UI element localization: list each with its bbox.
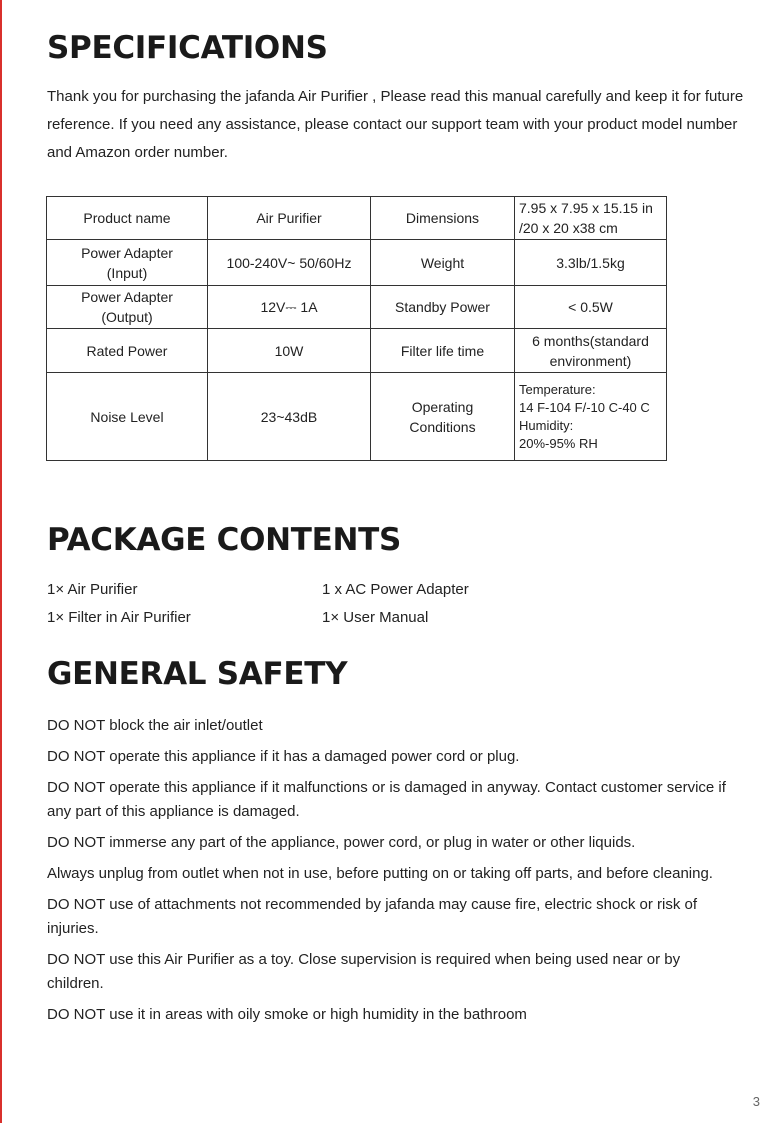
- package-list-left: [47, 576, 191, 632]
- page-number: 3: [752, 1094, 760, 1109]
- dimensions-metric: /20 x 20 x38 cm: [519, 220, 618, 236]
- spec-label: [371, 373, 515, 461]
- table-row: [47, 197, 667, 240]
- specifications-table: [46, 196, 667, 461]
- table-row: [47, 373, 667, 461]
- list-item: DO NOT immerse any part of the appliance, power cord, or plug in water or other liquids.: [47, 834, 636, 851]
- spec-value-line: 14 F-104 F/-10 C-40 C: [519, 399, 650, 415]
- dimensions-imperial: 7.95 x 7.95 x 15.15 in: [519, 200, 653, 216]
- general-safety-heading: GENERAL SAFETY: [47, 656, 348, 692]
- list-item: Always unplug from outlet when not in use, before putting on or taking off parts, and before cleaning.: [47, 865, 713, 882]
- list-item: DO NOT operate this appliance if it malfunctions or is damaged in anyway. Contact customer service if any part of this appliance is damaged.: [47, 779, 726, 820]
- specifications-heading: SPECIFICATIONS: [47, 30, 328, 66]
- list-item: 1 x AC Power Adapter: [322, 581, 469, 598]
- safety-list: [47, 714, 727, 1034]
- package-contents-heading: PACKAGE CONTENTS: [47, 522, 402, 558]
- list-item: DO NOT use of attachments not recommended by jafanda may cause fire, electric shock or risk of injuries.: [47, 896, 698, 937]
- spec-value: [515, 197, 667, 240]
- spec-value: [515, 329, 667, 373]
- spec-label: Weight: [371, 240, 515, 286]
- table-row: [47, 329, 667, 373]
- intro-paragraph: Thank you for purchasing the jafanda Air Purifier , Please read this manual carefully and keep it for future reference. If you need any assistance, please contact our support team with your product model number and Amazon order number.: [47, 88, 744, 161]
- spec-value: 3.3lb/1.5kg: [515, 240, 667, 286]
- list-item: DO NOT use it in areas with oily smoke or high humidity in the bathroom: [47, 1006, 527, 1023]
- spec-label: [47, 240, 208, 286]
- list-item: 1× Air Purifier: [47, 581, 138, 598]
- spec-label-line: Power Adapter: [81, 289, 173, 305]
- list-item: DO NOT block the air inlet/outlet: [47, 717, 263, 734]
- table-row: [47, 286, 667, 329]
- spec-value-line: 20%-95% RH: [519, 435, 598, 451]
- spec-value-line: 6 months(standard: [532, 332, 649, 349]
- spec-label-line: Operating: [411, 398, 474, 415]
- left-edge-line: [0, 0, 2, 1123]
- spec-label-line: (Input): [106, 264, 148, 281]
- spec-label: Noise Level: [47, 373, 208, 461]
- spec-label: Rated Power: [47, 329, 208, 373]
- table-row: [47, 240, 667, 286]
- spec-label: Standby Power: [371, 286, 515, 329]
- spec-value: [515, 373, 667, 461]
- spec-value-line: Temperature:: [519, 381, 596, 397]
- spec-label-line: Power Adapter: [81, 244, 173, 261]
- spec-value: 23~43dB: [208, 373, 371, 461]
- spec-label-line: (Output): [101, 309, 153, 325]
- spec-value-line: environment): [549, 352, 632, 369]
- list-item: DO NOT use this Air Purifier as a toy. Close supervision is required when being used near or by children.: [47, 951, 681, 992]
- list-item: DO NOT operate this appliance if it has a damaged power cord or plug.: [47, 748, 520, 765]
- spec-value: Air Purifier: [208, 197, 371, 240]
- spec-label: Filter life time: [371, 329, 515, 373]
- spec-label: Product name: [47, 197, 208, 240]
- list-item: 1× Filter in Air Purifier: [47, 609, 191, 626]
- package-list-right: [322, 576, 469, 632]
- spec-label-line: Conditions: [409, 418, 476, 435]
- list-item: 1× User Manual: [322, 609, 429, 626]
- spec-label: Dimensions: [371, 197, 515, 240]
- spec-label: [47, 286, 208, 329]
- spec-value: 100-240V~ 50/60Hz: [208, 240, 371, 286]
- spec-value: < 0.5W: [515, 286, 667, 329]
- spec-value-line: Humidity:: [519, 417, 574, 433]
- spec-value: 12V⎓ 1A: [208, 286, 371, 329]
- spec-value: 10W: [208, 329, 371, 373]
